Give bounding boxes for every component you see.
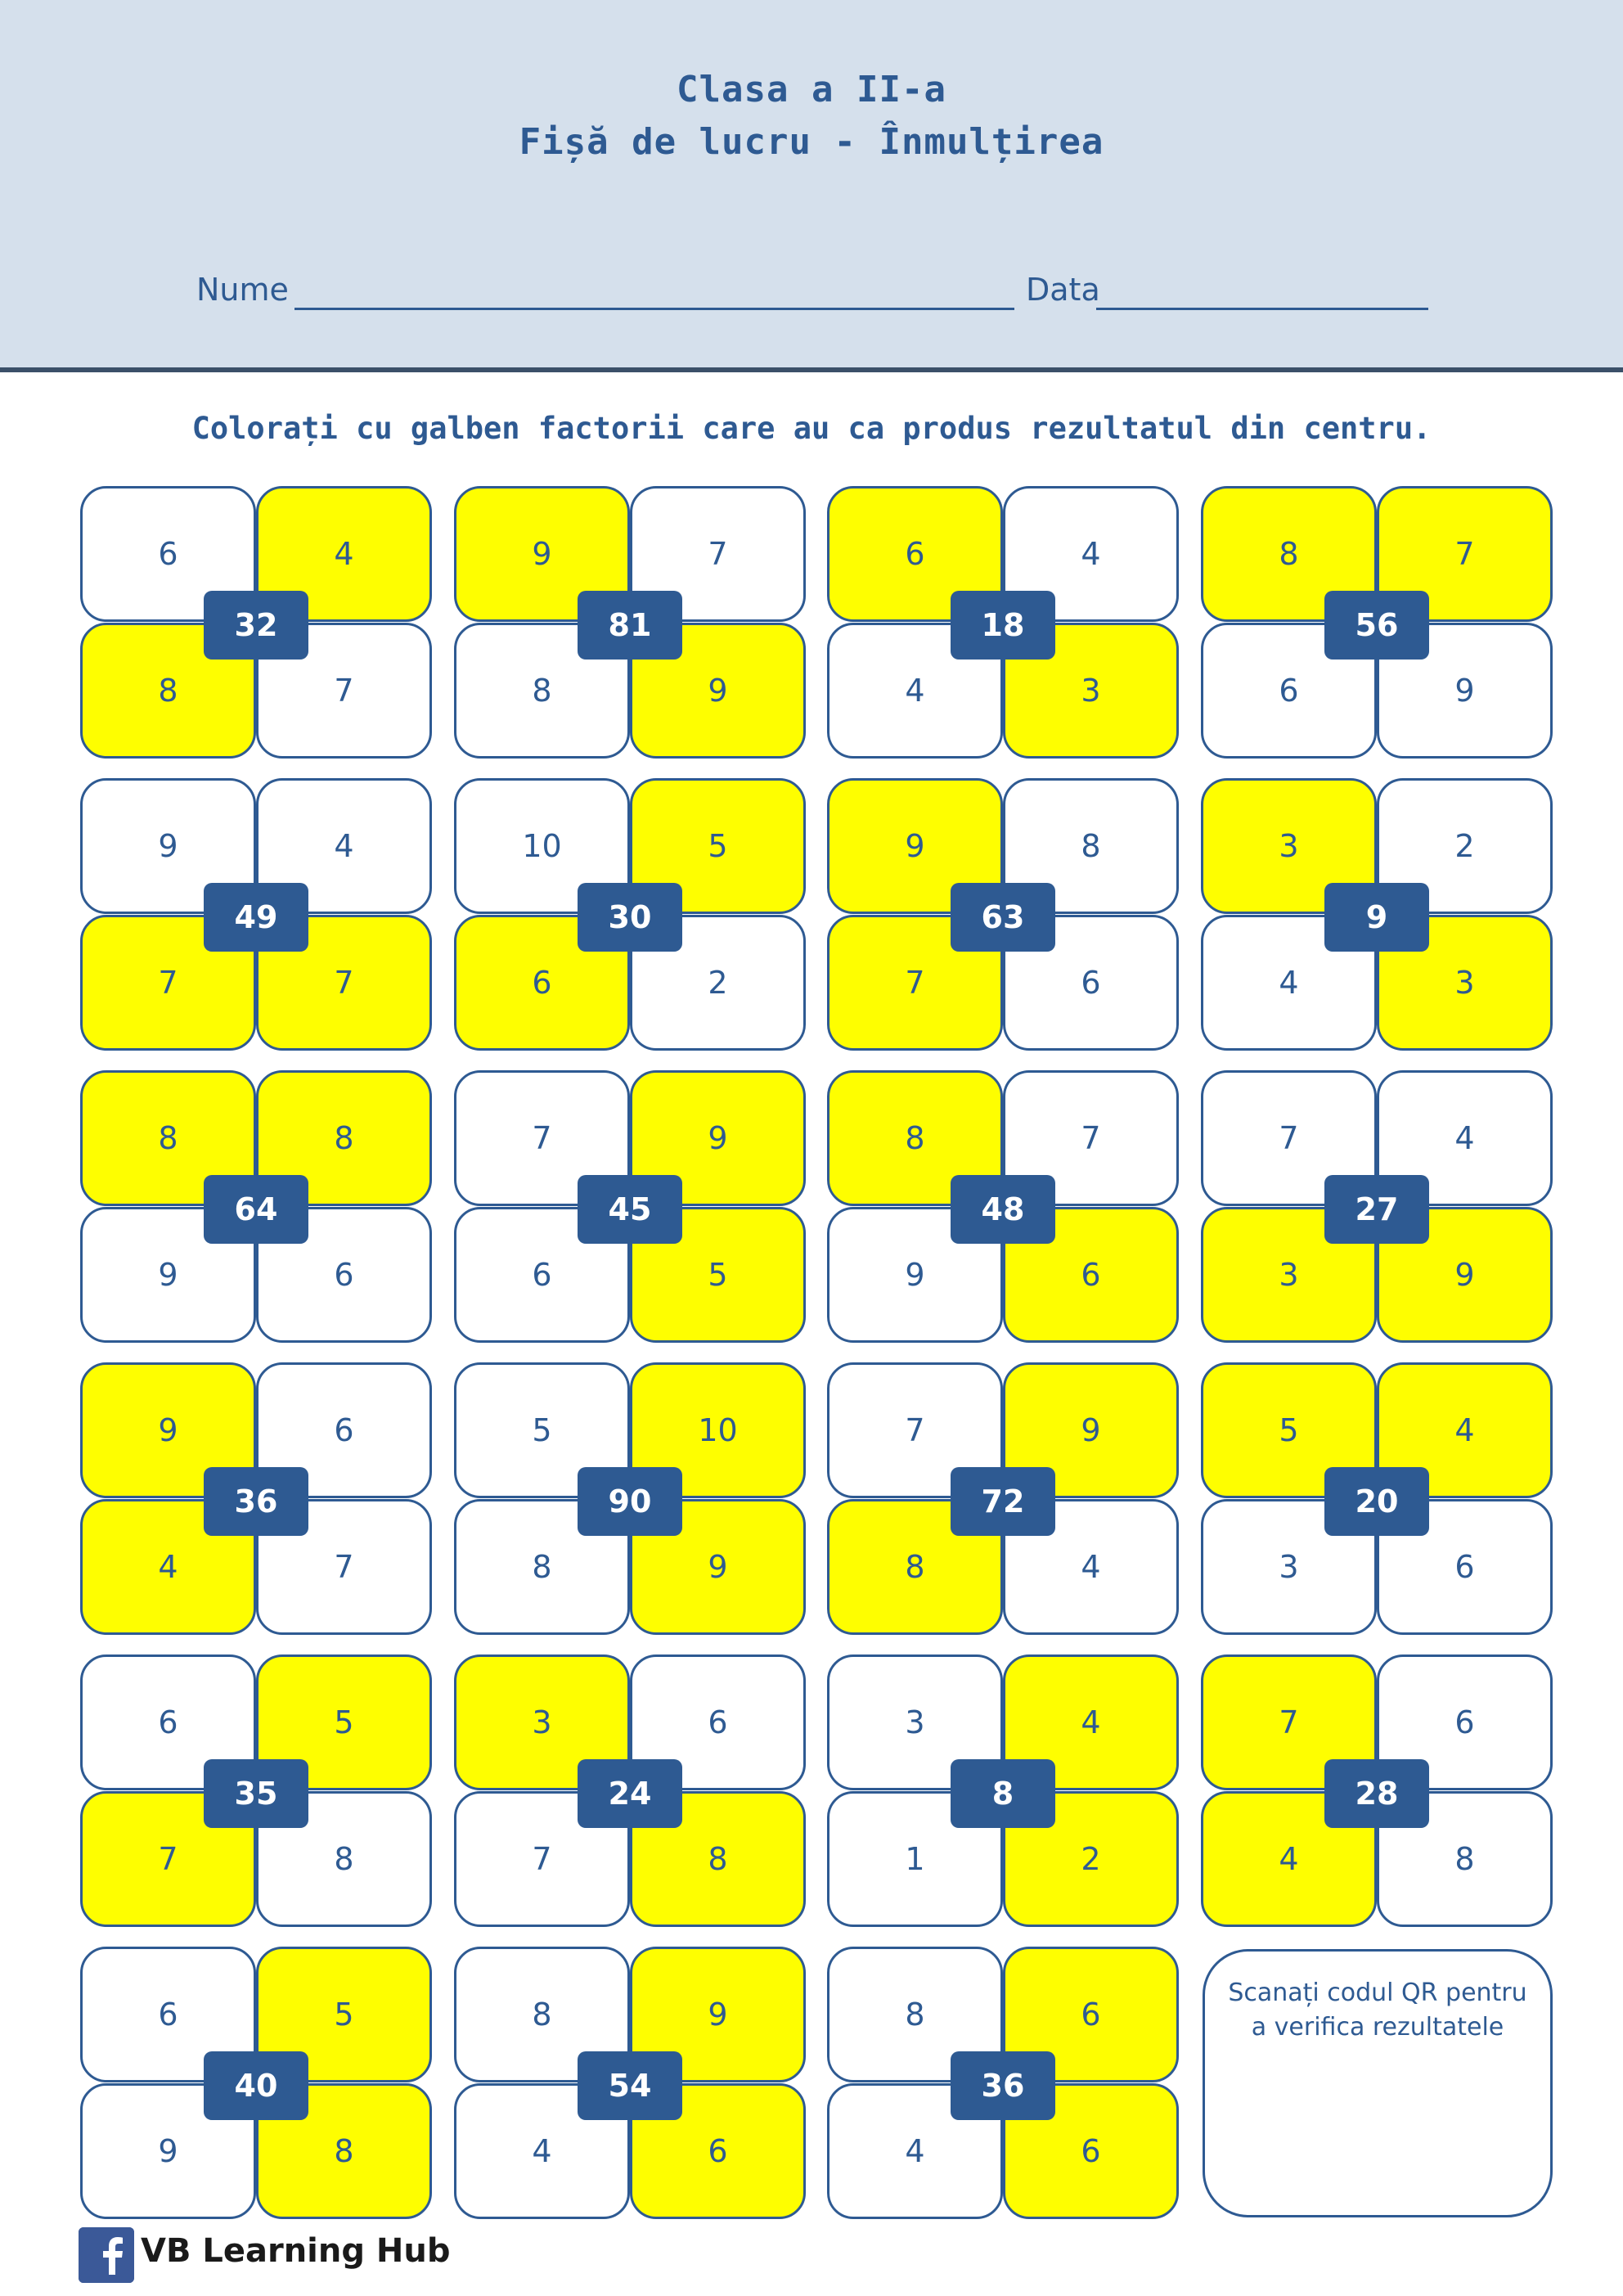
factor-cell-br[interactable]: 8 — [1377, 1791, 1553, 1927]
puzzle-tile — [454, 1070, 806, 1343]
factor-cell-br[interactable]: 8 — [630, 1791, 806, 1927]
factor-cell-tl[interactable]: 8 — [454, 1947, 630, 2082]
factor-cell-tr[interactable]: 6 — [256, 1362, 432, 1498]
factor-cell-tl[interactable]: 6 — [80, 1654, 256, 1790]
factor-cell-br[interactable]: 6 — [1003, 1207, 1179, 1343]
factor-cell-tl[interactable]: 6 — [80, 1947, 256, 2082]
factor-cell-br[interactable]: 7 — [256, 915, 432, 1051]
factor-cell-bl[interactable]: 4 — [1201, 915, 1377, 1051]
factor-cell-bl[interactable]: 1 — [827, 1791, 1003, 1927]
factor-cell-tr[interactable]: 4 — [1377, 1362, 1553, 1498]
factor-cell-tr[interactable]: 9 — [630, 1947, 806, 2082]
product-center: 27 — [1324, 1175, 1429, 1244]
factor-cell-br[interactable]: 6 — [1003, 915, 1179, 1051]
name-label: Nume — [196, 272, 289, 308]
factor-cell-tl[interactable]: 7 — [827, 1362, 1003, 1498]
factor-cell-tl[interactable]: 8 — [1201, 486, 1377, 622]
factor-cell-bl[interactable]: 9 — [80, 1207, 256, 1343]
worksheet-class-title: Clasa a II-a — [677, 69, 946, 110]
qr-note-line2: a verifica rezultatele — [1251, 2013, 1504, 2042]
product-center: 81 — [578, 591, 682, 660]
product-center: 35 — [204, 1759, 308, 1828]
puzzle-tile — [80, 1362, 432, 1635]
factor-cell-br[interactable]: 3 — [1377, 915, 1553, 1051]
factor-cell-br[interactable]: 8 — [256, 2083, 432, 2219]
qr-note-box — [1203, 1949, 1553, 2217]
factor-cell-tl[interactable]: 9 — [80, 778, 256, 914]
factor-cell-br[interactable]: 9 — [630, 623, 806, 759]
factor-cell-tl[interactable]: 9 — [80, 1362, 256, 1498]
product-center: 54 — [578, 2051, 682, 2120]
factor-cell-tr[interactable]: 6 — [1377, 1654, 1553, 1790]
puzzle-tile — [454, 778, 806, 1051]
product-center: 48 — [951, 1175, 1055, 1244]
factor-cell-br[interactable]: 6 — [630, 2083, 806, 2219]
puzzle-tile — [827, 1362, 1179, 1635]
worksheet-title: Fișă de lucru - Înmulțirea — [519, 121, 1104, 163]
factor-cell-bl[interactable]: 9 — [827, 1207, 1003, 1343]
factor-cell-br[interactable]: 8 — [256, 1791, 432, 1927]
product-center: 40 — [204, 2051, 308, 2120]
product-center: 64 — [204, 1175, 308, 1244]
puzzle-tile — [80, 1947, 432, 2219]
puzzle-tile — [80, 1654, 432, 1927]
puzzle-tile — [80, 1070, 432, 1343]
factor-cell-bl[interactable]: 4 — [827, 2083, 1003, 2219]
factor-cell-bl[interactable]: 4 — [1201, 1791, 1377, 1927]
footer-brand: VB Learning Hub — [141, 2232, 451, 2270]
factor-cell-bl[interactable]: 9 — [80, 2083, 256, 2219]
factor-cell-bl[interactable]: 4 — [827, 623, 1003, 759]
factor-cell-tl[interactable]: 7 — [1201, 1070, 1377, 1206]
factor-cell-tr[interactable]: 5 — [256, 1947, 432, 2082]
factor-cell-bl[interactable]: 3 — [1201, 1207, 1377, 1343]
factor-cell-tl[interactable]: 3 — [827, 1654, 1003, 1790]
factor-cell-br[interactable]: 2 — [630, 915, 806, 1051]
factor-cell-tr[interactable]: 8 — [256, 1070, 432, 1206]
factor-cell-bl[interactable]: 7 — [80, 1791, 256, 1927]
factor-cell-bl[interactable]: 4 — [454, 2083, 630, 2219]
puzzle-tile — [454, 1362, 806, 1635]
date-label: Data — [1026, 272, 1100, 308]
puzzle-tile — [80, 778, 432, 1051]
product-center: 45 — [578, 1175, 682, 1244]
factor-cell-bl[interactable]: 8 — [827, 1499, 1003, 1635]
product-center: 36 — [204, 1467, 308, 1536]
factor-cell-bl[interactable]: 8 — [454, 1499, 630, 1635]
puzzle-tile — [1201, 486, 1553, 759]
factor-cell-tl[interactable]: 3 — [454, 1654, 630, 1790]
factor-cell-tl[interactable]: 8 — [827, 1070, 1003, 1206]
factor-cell-tl[interactable]: 8 — [827, 1947, 1003, 2082]
factor-cell-tr[interactable]: 4 — [1003, 486, 1179, 622]
factor-cell-tr[interactable]: 5 — [256, 1654, 432, 1790]
factor-cell-bl[interactable]: 7 — [80, 915, 256, 1051]
factor-cell-tl[interactable]: 3 — [1201, 778, 1377, 914]
factor-cell-bl[interactable]: 3 — [1201, 1499, 1377, 1635]
factor-cell-tl[interactable]: 8 — [80, 1070, 256, 1206]
worksheet-header — [0, 0, 1623, 372]
date-input-line[interactable] — [1096, 308, 1428, 310]
puzzle-tile — [827, 1947, 1179, 2219]
puzzle-tile — [827, 1654, 1179, 1927]
factor-cell-br[interactable]: 9 — [1377, 623, 1553, 759]
puzzle-tile — [1201, 1654, 1553, 1927]
factor-cell-br[interactable]: 4 — [1003, 1499, 1179, 1635]
factor-cell-tr[interactable]: 9 — [630, 1070, 806, 1206]
factor-cell-bl[interactable]: 7 — [454, 1791, 630, 1927]
name-input-line[interactable] — [294, 308, 1014, 310]
factor-cell-br[interactable]: 9 — [1377, 1207, 1553, 1343]
factor-cell-tr[interactable]: 5 — [630, 778, 806, 914]
factor-cell-tl[interactable]: 7 — [1201, 1654, 1377, 1790]
product-center: 63 — [951, 883, 1055, 952]
factor-cell-br[interactable]: 6 — [1003, 2083, 1179, 2219]
product-center: 36 — [951, 2051, 1055, 2120]
factor-cell-tl[interactable]: 5 — [454, 1362, 630, 1498]
factor-cell-br[interactable]: 6 — [1377, 1499, 1553, 1635]
puzzle-tile — [1201, 778, 1553, 1051]
factor-cell-tl[interactable]: 7 — [454, 1070, 630, 1206]
factor-cell-tl[interactable]: 6 — [80, 486, 256, 622]
product-center: 20 — [1324, 1467, 1429, 1536]
puzzle-tile — [1201, 1362, 1553, 1635]
factor-cell-tr[interactable]: 4 — [1003, 1654, 1179, 1790]
factor-cell-bl[interactable]: 8 — [80, 623, 256, 759]
factor-cell-bl[interactable]: 6 — [1201, 623, 1377, 759]
factor-cell-tr[interactable]: 7 — [1377, 486, 1553, 622]
factor-cell-bl[interactable]: 8 — [454, 623, 630, 759]
puzzle-tile — [454, 1947, 806, 2219]
factor-cell-br[interactable]: 6 — [256, 1207, 432, 1343]
puzzle-tile — [454, 486, 806, 759]
factor-cell-br[interactable]: 7 — [256, 623, 432, 759]
factor-cell-tr[interactable]: 2 — [1377, 778, 1553, 914]
factor-cell-br[interactable]: 2 — [1003, 1791, 1179, 1927]
factor-cell-br[interactable]: 9 — [630, 1499, 806, 1635]
factor-cell-tr[interactable]: 4 — [256, 778, 432, 914]
product-center: 32 — [204, 591, 308, 660]
instruction-text: Colorați cu galben factorii care au ca produs rezultatul din centru. — [191, 411, 1432, 446]
factor-cell-bl[interactable]: 6 — [454, 1207, 630, 1343]
product-center: 24 — [578, 1759, 682, 1828]
puzzle-tile — [827, 486, 1179, 759]
product-center: 72 — [951, 1467, 1055, 1536]
factor-cell-tr[interactable]: 8 — [1003, 778, 1179, 914]
factor-cell-bl[interactable]: 6 — [454, 915, 630, 1051]
factor-cell-tl[interactable]: 5 — [1201, 1362, 1377, 1498]
product-center: 90 — [578, 1467, 682, 1536]
factor-cell-tr[interactable]: 9 — [1003, 1362, 1179, 1498]
puzzle-tile — [1201, 1070, 1553, 1343]
factor-cell-br[interactable]: 7 — [256, 1499, 432, 1635]
factor-cell-tr[interactable]: 10 — [630, 1362, 806, 1498]
product-center: 28 — [1324, 1759, 1429, 1828]
product-center: 49 — [204, 883, 308, 952]
factor-cell-tl[interactable]: 6 — [827, 486, 1003, 622]
factor-cell-tr[interactable]: 4 — [256, 486, 432, 622]
puzzle-tile — [827, 778, 1179, 1051]
facebook-icon — [79, 2227, 134, 2283]
product-center: 30 — [578, 883, 682, 952]
factor-cell-br[interactable]: 5 — [630, 1207, 806, 1343]
product-center: 9 — [1324, 883, 1429, 952]
puzzle-tile — [80, 486, 432, 759]
puzzle-tile — [454, 1654, 806, 1927]
factor-cell-br[interactable]: 3 — [1003, 623, 1179, 759]
factor-cell-tr[interactable]: 7 — [630, 486, 806, 622]
factor-cell-tl[interactable]: 9 — [827, 778, 1003, 914]
factor-cell-bl[interactable]: 7 — [827, 915, 1003, 1051]
product-center: 18 — [951, 591, 1055, 660]
factor-cell-tr[interactable]: 7 — [1003, 1070, 1179, 1206]
factor-cell-tl[interactable]: 10 — [454, 778, 630, 914]
factor-cell-tl[interactable]: 9 — [454, 486, 630, 622]
qr-note-line1: Scanați codul QR pentru — [1228, 1979, 1527, 2007]
factor-cell-bl[interactable]: 4 — [80, 1499, 256, 1635]
product-center: 56 — [1324, 591, 1429, 660]
factor-cell-tr[interactable]: 4 — [1377, 1070, 1553, 1206]
puzzle-tile — [827, 1070, 1179, 1343]
factor-cell-tr[interactable]: 6 — [1003, 1947, 1179, 2082]
factor-cell-tr[interactable]: 6 — [630, 1654, 806, 1790]
product-center: 8 — [951, 1759, 1055, 1828]
